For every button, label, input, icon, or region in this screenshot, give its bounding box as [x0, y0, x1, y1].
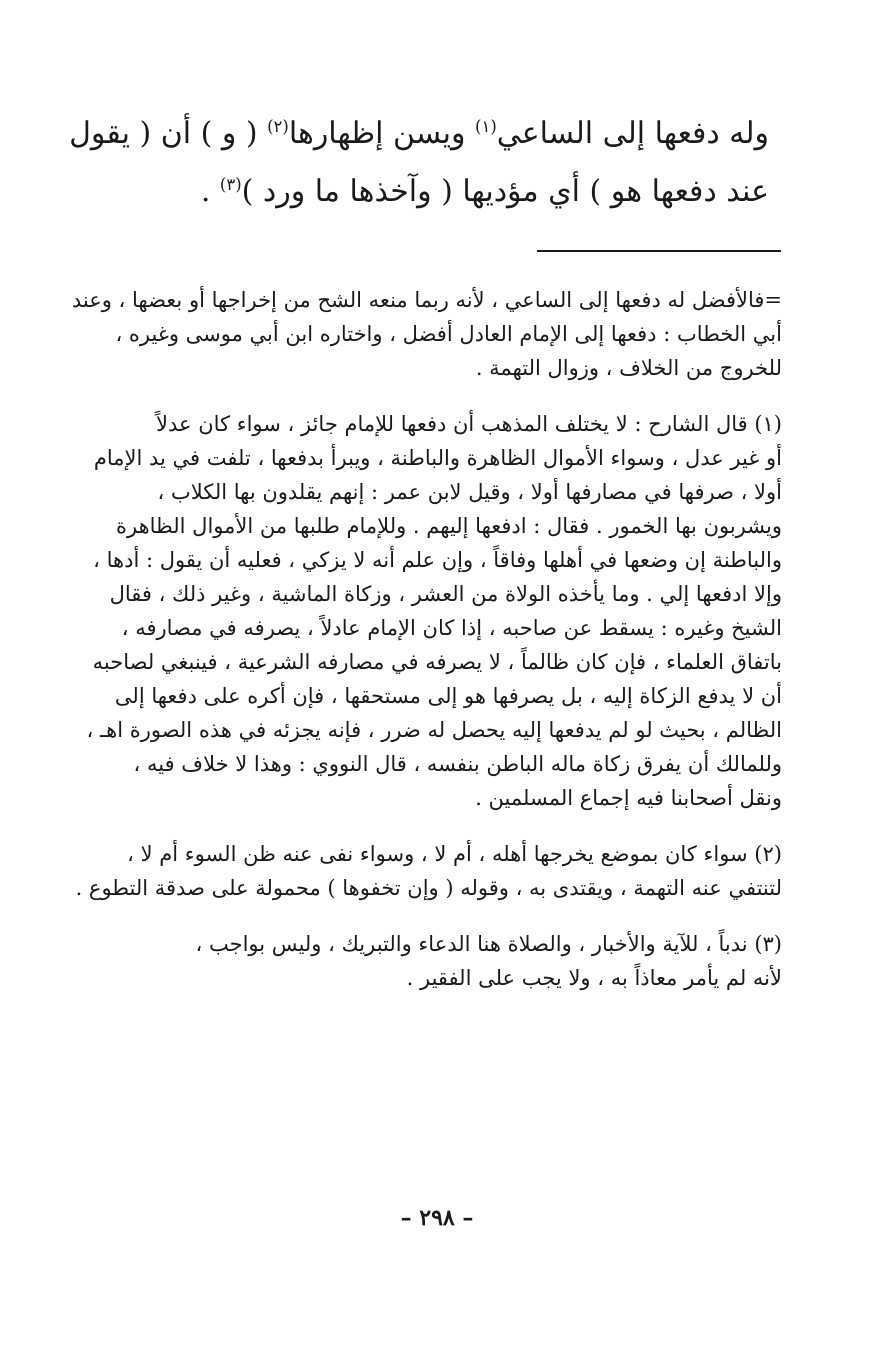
- footnote-marker-2: (٢): [267, 117, 289, 136]
- footnote-separator: [537, 250, 781, 252]
- footnote-marker-1: (١): [475, 117, 497, 136]
- footnote-line: الظالم ، بحيث لو لم يدفعها إليه يحصل له ضرر ، فإنه يجزئه في هذه الصورة اهـ ،: [86, 718, 782, 742]
- footnote-line: أو غير عدل ، وسواء الأموال الظاهرة والباطنة ، ويبرأ بدفعها ، تلفت في يد الإمام: [93, 446, 782, 470]
- page-number: – ٢٩٨ –: [400, 1205, 474, 1231]
- footnote-line: =فالأفضل له دفعها إلى الساعي ، لأنه ربما منعه الشح من إخراجها أو بعضها ، وعند: [71, 288, 782, 312]
- footnote-line: وإلا ادفعها إلي . وما يأخذه الولاة من العشر ، وزكاة الماشية ، وغير ذلك ، فقال: [109, 582, 782, 606]
- footnote-1: [40, 407, 782, 815]
- footnote-line: ويشربون بها الخمور . فقال : ادفعها إليهم . وللإمام طلبها من الأموال الظاهرة: [115, 514, 782, 538]
- main-text-segment: ويسن إظهارها: [288, 116, 466, 151]
- footnote-line: والباطنة إن وضعها في أهلها وفاقاً ، وإن علم أنه لا يزكي ، فعليه أن يقول : أدها ،: [93, 548, 782, 572]
- footnote-continuation: [40, 283, 782, 385]
- footnote-marker-3: (٣): [219, 175, 242, 194]
- footnote-line: أولا ، صرفها في مصارفها أولا ، وقيل لابن عمر : إنهم يقلدون بها الكلاب ،: [157, 480, 782, 504]
- footnote-line: لأنه لم يأمر معاذاً به ، ولا يجب على الفقير .: [406, 966, 782, 990]
- footnote-line: باتفاق العلماء ، فإن كان ظالماً ، لا يصرفه في مصارفه الشرعية ، فينبغي لصاحبه: [92, 650, 782, 674]
- main-text-segment: وله دفعها إلى الساعي: [496, 116, 769, 151]
- footnote-2: [40, 837, 782, 905]
- footnote-line: لتنتفي عنه التهمة ، ويقتدى به ، وقوله ( وإن تخفوها ) محمولة على صدقة التطوع .: [75, 876, 782, 900]
- footnote-line: أن لا يدفع الزكاة إليه ، بل يصرفها هو إلى مستحقها ، فإن أكره على دفعها إلى: [114, 684, 782, 708]
- footnote-line: وللمالك أن يفرق زكاة ماله الباطن بنفسه ، قال النووي : وهذا لا خلاف فيه ،: [133, 752, 782, 776]
- footnote-3: [40, 927, 782, 995]
- main-text-segment: ( و ) أن ( يقول: [69, 116, 258, 151]
- footnotes-area: [40, 283, 782, 1017]
- main-line-1: [51, 105, 769, 163]
- footnote-line: ونقل أصحابنا فيه إجماع المسلمين .: [475, 786, 782, 810]
- footnote-line: الشيخ وغيره : يسقط عن صاحبه ، إذا كان الإمام عادلاً ، يصرفه في مصارفه ،: [121, 616, 782, 640]
- main-line-2: [51, 163, 769, 221]
- footnote-line: للخروج من الخلاف ، وزوال التهمة .: [475, 356, 782, 380]
- main-text: [51, 105, 769, 221]
- main-text-segment: .: [200, 174, 211, 209]
- main-text-segment: عند دفعها هو ) أي مؤديها ( وآخذها ما ورد ): [241, 174, 769, 209]
- footnote-line: أبي الخطاب : دفعها إلى الإمام العادل أفضل ، واختاره ابن أبي موسى وغيره ،: [115, 322, 782, 346]
- footnote-line: (٣) ندباً ، للآية والأخبار ، والصلاة هنا الدعاء والتبريك ، وليس بواجب ،: [195, 932, 782, 956]
- footnote-line: (٢) سواء كان بموضع يخرجها أهله ، أم لا ، وسواء نفى عنه ظن السوء أم لا ،: [127, 842, 782, 866]
- footnote-line: (١) قال الشارح : لا يختلف المذهب أن دفعها للإمام جائز ، سواء كان عدلاً: [156, 412, 782, 436]
